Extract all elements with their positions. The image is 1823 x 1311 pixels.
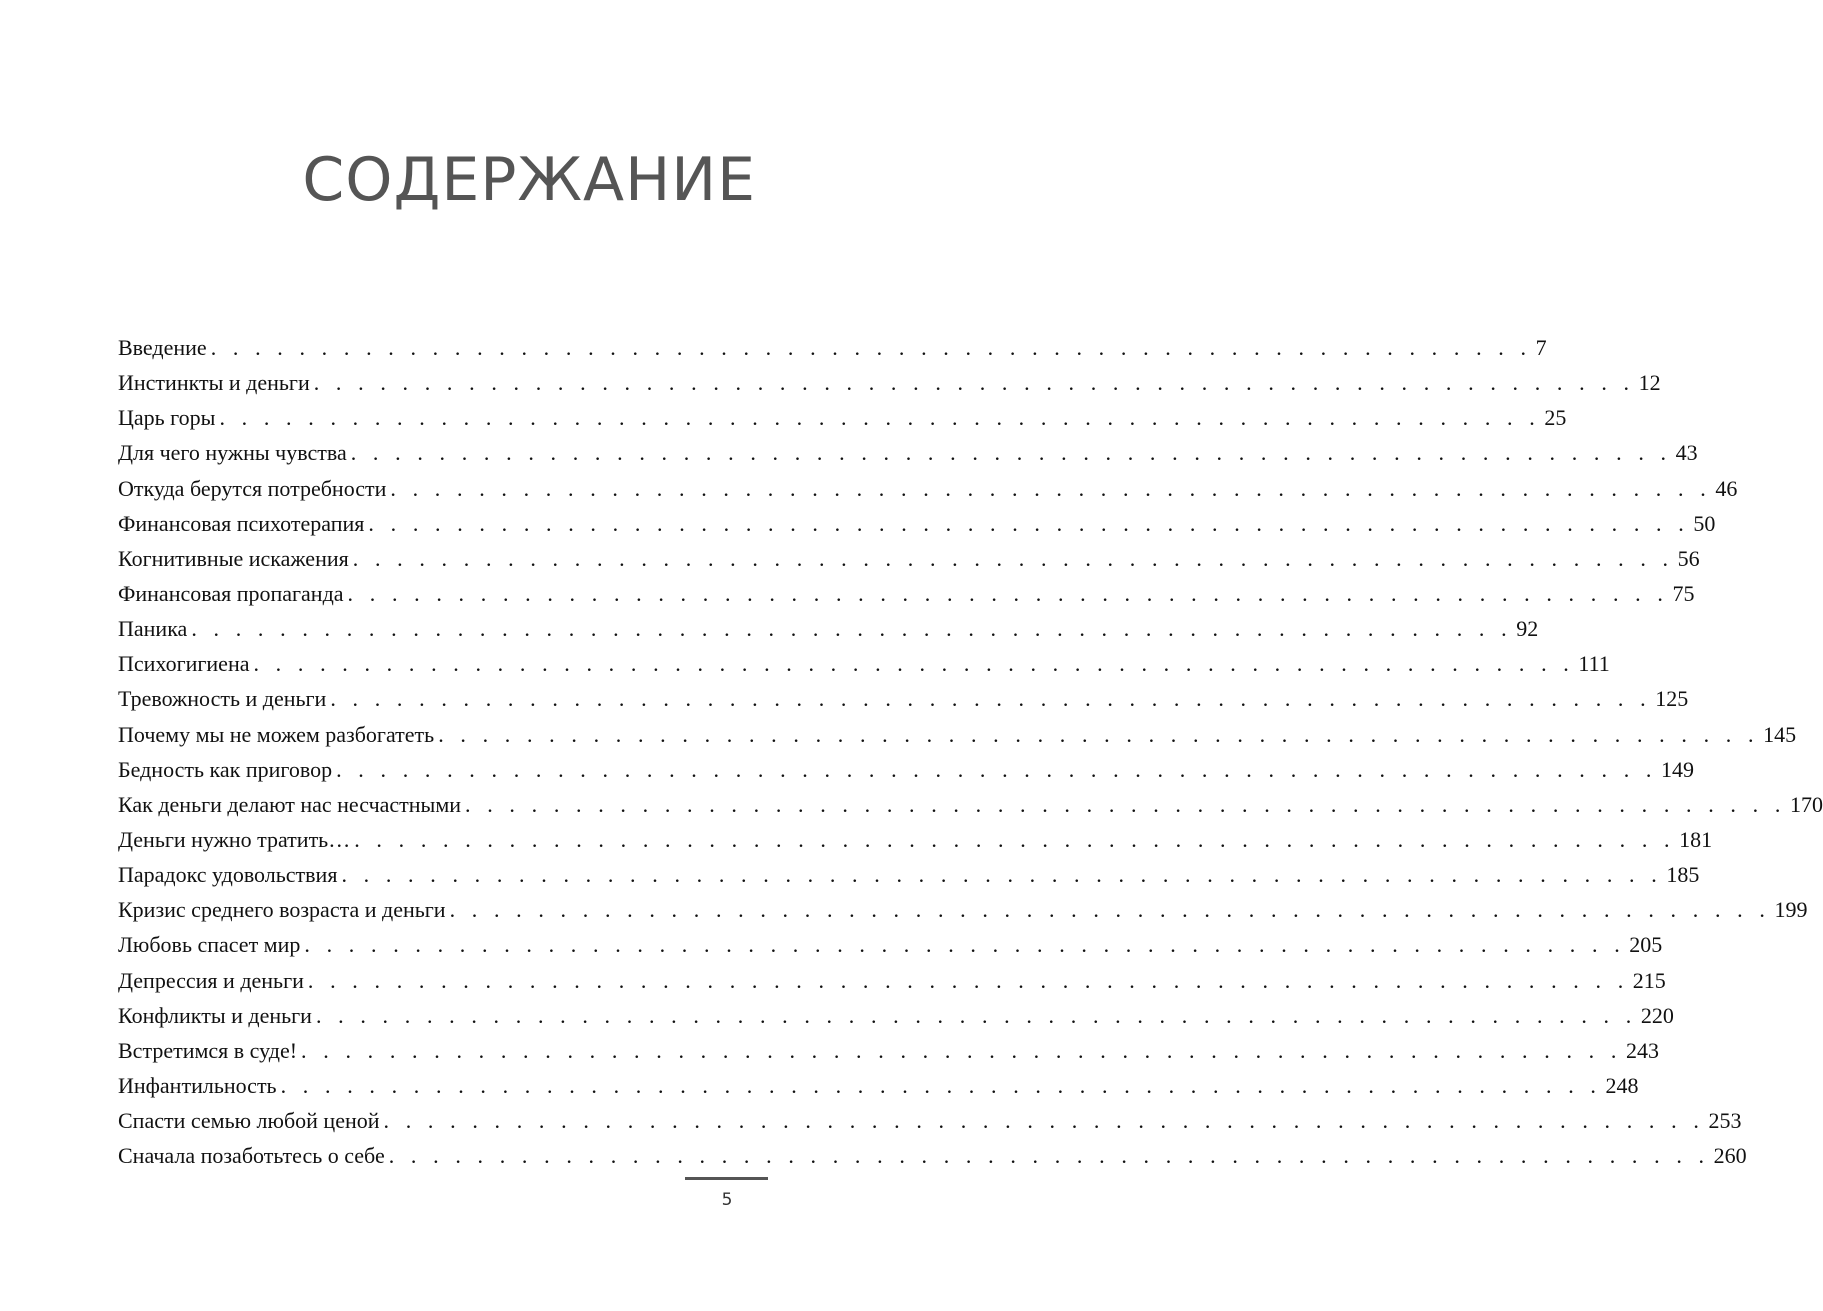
toc-leader-dots: . . . . . . . . . . . . . . . . . . . . . . . . . . . . . . . . . . . . . . . . . . . . . . . . . . . . . . . . . . . . — [390, 475, 1712, 501]
toc-leader-dots: . . . . . . . . . . . . . . . . . . . . . . . . . . . . . . . . . . . . . . . . . . . . . . . . . . . . . . . . . . . . — [438, 721, 1760, 747]
toc-entry-title: Парадокс удовольствия — [118, 862, 338, 888]
toc-entry-title: Царь горы — [118, 405, 216, 431]
toc-entry-page: 7 — [1535, 335, 1547, 360]
toc-entry[interactable] — [118, 506, 1716, 541]
toc-entry-title: Тревожность и деньги — [118, 686, 327, 712]
toc-entry-title: Инстинкты и деньги — [118, 370, 310, 396]
toc-leader-dots: . . . . . . . . . . . . . . . . . . . . . . . . . . . . . . . . . . . . . . . . . . . . . . . . . . . . . . . . . . . . — [304, 932, 1626, 958]
toc-leader-dots: . . . . . . . . . . . . . . . . . . . . . . . . . . . . . . . . . . . . . . . . . . . . . . . . . . . . . . . . . . . . — [336, 756, 1658, 782]
toc-leader-dots: . . . . . . . . . . . . . . . . . . . . . . . . . . . . . . . . . . . . . . . . . . . . . . . . . . . . . . . . . . . . — [315, 1002, 1637, 1028]
toc-leader-dots: . . . . . . . . . . . . . . . . . . . . . . . . . . . . . . . . . . . . . . . . . . . . . . . . . . . . . . . . . . . . — [313, 370, 1635, 396]
toc-entry[interactable] — [118, 1138, 1747, 1173]
toc-leader-dots: . . . . . . . . . . . . . . . . . . . . . . . . . . . . . . . . . . . . . . . . . . . . . . . . . . . . . . . . . . . . — [465, 791, 1786, 817]
toc-entry[interactable] — [118, 857, 1700, 892]
toc-entry-page: 260 — [1713, 1143, 1747, 1169]
toc-entry-title: Бедность как приговор — [118, 756, 333, 782]
page-number: 5 — [721, 1190, 733, 1210]
toc-entry[interactable] — [118, 365, 1661, 400]
toc-entry-title: Сначала позаботьтесь о себе — [118, 1143, 385, 1169]
toc-entry-page: 220 — [1640, 1002, 1674, 1028]
toc-entry-title: Любовь спасет мир — [118, 932, 301, 958]
toc-entry-page: 43 — [1675, 440, 1698, 466]
toc-leader-dots: . . . . . . . . . . . . . . . . . . . . . . . . . . . . . . . . . . . . . . . . . . . . . . . . . . . . . . . . . . . . — [191, 616, 1513, 642]
toc-entry-title: Депрессия и деньги — [118, 967, 304, 993]
toc-leader-dots: . . . . . . . . . . . . . . . . . . . . . . . . . . . . . . . . . . . . . . . . . . . . . . . . . . . . . . . . . . . . — [253, 651, 1575, 677]
toc-leader-dots: . . . . . . . . . . . . . . . . . . . . . . . . . . . . . . . . . . . . . . . . . . . . . . . . . . . . . . . . . . . . — [341, 862, 1663, 888]
toc-entry-title: Как деньги делают нас несчастными — [118, 791, 462, 817]
toc-entry[interactable] — [118, 576, 1695, 611]
toc-entry-page: 145 — [1763, 721, 1797, 747]
toc-leader-dots: . . . . . . . . . . . . . . . . . . . . . . . . . . . . . . . . . . . . . . . . . . . . . . . . . . . . . . . . . . . . — [368, 510, 1690, 536]
footer-rule — [685, 1177, 768, 1180]
toc-entry[interactable] — [118, 400, 1567, 435]
toc-entry-page: 205 — [1629, 932, 1663, 958]
toc-entry[interactable] — [118, 681, 1689, 716]
toc-leader-dots: . . . . . . . . . . . . . . . . . . . . . . . . . . . . . . . . . . . . . . . . . . . . . . . . . . . . . . . . . . . . — [219, 405, 1541, 431]
toc-entry-title: Паника — [118, 616, 188, 642]
toc-leader-dots: . . . . . . . . . . . . . . . . . . . . . . . . . . . . . . . . . . . . . . . . . . . . . . . . . . . . . . . . . . . . — [388, 1143, 1710, 1169]
toc-entry-title: Кризис среднего возраста и деньги — [118, 897, 446, 923]
toc-entry-page: 111 — [1578, 651, 1610, 677]
toc-entry[interactable] — [118, 752, 1695, 787]
toc-entry[interactable] — [118, 611, 1539, 646]
toc-entry-title: Встретимся в суде! — [118, 1037, 298, 1063]
toc-leader-dots: . . . . . . . . . . . . . . . . . . . . . . . . . . . . . . . . . . . . . . . . . . . . . . . . . . . . . . . . . . . . — [354, 826, 1676, 852]
toc-entry[interactable] — [118, 927, 1663, 962]
toc-entry-page: 46 — [1715, 475, 1738, 501]
toc-entry[interactable] — [118, 963, 1666, 998]
toc-entry[interactable] — [118, 822, 1713, 857]
toc-entry-title: Психогигиена — [118, 651, 250, 677]
toc-entry-page: 185 — [1666, 862, 1700, 888]
toc-entry[interactable] — [118, 998, 1674, 1033]
toc-entry[interactable] — [118, 435, 1698, 470]
toc-leader-dots: . . . . . . . . . . . . . . . . . . . . . . . . . . . . . . . . . . . . . . . . . . . . . . . . . . . . . . . . . . . . — [347, 580, 1669, 606]
toc-leader-dots: . . . . . . . . . . . . . . . . . . . . . . . . . . . . . . . . . . . . . . . . . . . . . . . . . . . . . . . . . . . . — [330, 686, 1652, 712]
toc-entry[interactable] — [118, 1068, 1639, 1103]
toc-entry[interactable] — [118, 646, 1610, 681]
toc-entry[interactable] — [118, 1033, 1659, 1068]
toc-entry-page: 243 — [1625, 1037, 1659, 1063]
toc-entry-page: 248 — [1605, 1072, 1639, 1098]
toc-entry-page: 253 — [1708, 1108, 1742, 1134]
toc-leader-dots: . . . . . . . . . . . . . . . . . . . . . . . . . . . . . . . . . . . . . . . . . . . . . . . . . . . . . . . . . . . . — [307, 967, 1629, 993]
toc-entry[interactable] — [118, 330, 1547, 365]
toc-leader-dots: . . . . . . . . . . . . . . . . . . . . . . . . . . . . . . . . . . . . . . . . . . . . . . . . . . . . . . . . . . . . — [301, 1037, 1622, 1063]
toc-entry-title: Деньги нужно тратить… — [118, 826, 351, 852]
toc-entry-page: 25 — [1544, 405, 1567, 431]
toc-entry[interactable] — [118, 1103, 1742, 1138]
page-title: СОДЕРЖАНИЕ — [302, 145, 756, 215]
toc-leader-dots: . . . . . . . . . . . . . . . . . . . . . . . . . . . . . . . . . . . . . . . . . . . . . . . . . . . . . . . . . . . . — [350, 440, 1672, 466]
toc-entry-title: Финансовая психотерапия — [118, 510, 365, 536]
toc-leader-dots: . . . . . . . . . . . . . . . . . . . . . . . . . . . . . . . . . . . . . . . . . . . . . . . . . . . . . . . . . . . . — [280, 1072, 1602, 1098]
table-of-contents — [118, 330, 1823, 1173]
toc-entry-page: 12 — [1638, 370, 1661, 396]
toc-entry-page: 215 — [1632, 967, 1666, 993]
toc-leader-dots: . . . . . . . . . . . . . . . . . . . . . . . . . . . . . . . . . . . . . . . . . . . . . . . . . . . . . . . . . . . . — [383, 1108, 1705, 1134]
toc-entry-page: 170 — [1789, 791, 1823, 817]
toc-entry-page: 149 — [1661, 756, 1695, 782]
toc-entry-page: 50 — [1693, 510, 1716, 536]
toc-entry[interactable] — [118, 892, 1808, 927]
toc-entry-page: 199 — [1774, 897, 1808, 923]
toc-entry-title: Введение — [118, 335, 207, 360]
toc-entry-page: 125 — [1655, 686, 1689, 712]
toc-entry[interactable] — [118, 541, 1700, 576]
toc-entry-page: 92 — [1516, 616, 1539, 642]
toc-entry-title: Для чего нужны чувства — [118, 440, 347, 466]
toc-entry-page: 56 — [1677, 545, 1700, 571]
toc-entry[interactable] — [118, 471, 1738, 506]
toc-entry-title: Когнитивные искажения — [118, 545, 349, 571]
toc-leader-dots: . . . . . . . . . . . . . . . . . . . . . . . . . . . . . . . . . . . . . . . . . . . . . . . . . . . . . . . . . . . . — [352, 545, 1674, 571]
toc-entry[interactable] — [118, 717, 1797, 752]
toc-entry-title: Спасти семью любой ценой — [118, 1108, 380, 1134]
toc-entry-title: Конфликты и деньги — [118, 1002, 312, 1028]
toc-entry-title: Финансовая пропаганда — [118, 580, 344, 606]
toc-entry-title: Откуда берутся потребности — [118, 475, 387, 501]
toc-entry-title: Инфантильность — [118, 1072, 277, 1098]
toc-entry-page: 75 — [1672, 580, 1695, 606]
toc-entry[interactable] — [118, 787, 1823, 822]
toc-leader-dots: . . . . . . . . . . . . . . . . . . . . . . . . . . . . . . . . . . . . . . . . . . . . . . . . . . . . . . . . . . . . — [449, 897, 1771, 923]
toc-entry-title: Почему мы не можем разбогатеть — [118, 721, 435, 747]
toc-entry-page: 181 — [1679, 826, 1713, 852]
toc-leader-dots: . . . . . . . . . . . . . . . . . . . . . . . . . . . . . . . . . . . . . . . . . . . . . . . . . . . . . . . . . . . . — [210, 335, 1532, 360]
